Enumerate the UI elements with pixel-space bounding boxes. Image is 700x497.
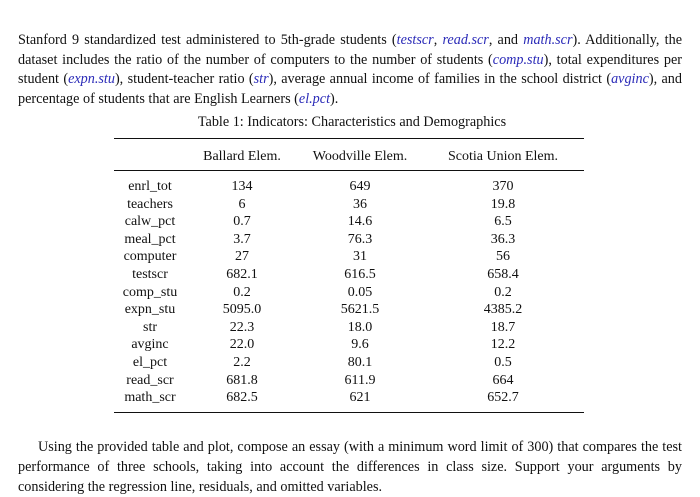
intro-text-4: ). Additionally, the dataset includes the ratio of the number of computers to the number of students ( [18, 32, 682, 68]
table-row [114, 248, 584, 266]
row-label: avginc [131, 337, 169, 353]
row-label: calw_pct [124, 214, 176, 230]
table-row [114, 266, 584, 284]
cell-scotia: 56 [496, 249, 510, 265]
intro-text-6: ), student-teacher ratio ( [114, 71, 254, 88]
header-woodville: Woodville Elem. [298, 139, 422, 171]
cell-woodville: 649 [349, 179, 371, 194]
intro-text-2: , [433, 32, 443, 49]
cell-scotia: 19.8 [490, 196, 516, 212]
cell-woodville: 76.3 [347, 231, 373, 247]
indicators-table-container [114, 138, 584, 413]
cell-ballard: 0.2 [233, 284, 251, 300]
intro-paragraph [18, 31, 682, 109]
table-row [114, 284, 584, 302]
table-row [114, 213, 584, 231]
cell-scotia: 6.5 [494, 214, 512, 230]
cell-woodville: 36 [353, 196, 367, 212]
cell-ballard: 27 [235, 249, 249, 265]
cell-scotia: 664 [492, 372, 514, 388]
table-row [114, 372, 584, 390]
table-body [114, 171, 584, 413]
indicators-table [114, 138, 584, 413]
row-label: expn_stu [124, 302, 176, 318]
table-row [114, 301, 584, 319]
row-label: el_pct [132, 354, 168, 370]
row-label: testscr [132, 266, 168, 282]
table-row [114, 336, 584, 354]
cell-scotia: 18.7 [490, 319, 516, 335]
cell-ballard: 134 [231, 179, 253, 194]
cell-scotia: 4385.2 [483, 302, 523, 318]
cell-ballard: 6 [238, 196, 246, 212]
cell-woodville: 31 [353, 249, 367, 265]
var-math-scr: math.scr [523, 32, 573, 49]
var-read-scr: read.scr [442, 32, 489, 49]
cell-woodville: 611.9 [344, 372, 376, 388]
cell-scotia: 36.3 [490, 231, 516, 247]
cell-woodville: 616.5 [344, 266, 376, 282]
cell-ballard: 682.1 [226, 266, 258, 282]
row-label: enrl_tot [128, 179, 172, 194]
table-header [114, 139, 584, 171]
cell-woodville: 80.1 [347, 354, 373, 370]
var-comp-stu: comp.stu [492, 51, 544, 68]
row-label: comp_stu [122, 284, 178, 300]
cell-scotia: 0.5 [494, 354, 512, 370]
var-str: str [253, 71, 269, 88]
cell-ballard: 5095.0 [222, 302, 262, 318]
cell-woodville: 5621.5 [340, 302, 380, 318]
row-label: teachers [127, 196, 173, 212]
header-row [114, 139, 584, 171]
intro-text-1: Stanford 9 standardized test administered to 5th-grade students ( [18, 32, 397, 49]
table-row [114, 319, 584, 337]
intro-text-3: , and [488, 32, 524, 49]
cell-woodville: 621 [349, 390, 371, 406]
header-cell-blank [114, 139, 186, 171]
cell-scotia: 652.7 [487, 390, 519, 406]
cell-ballard: 22.0 [229, 337, 255, 353]
intro-text-5: ), total expenditures per student ( [18, 51, 682, 88]
var-testscr: testscr [396, 32, 434, 49]
cell-scotia: 370 [492, 179, 514, 194]
table-row [114, 354, 584, 372]
cell-ballard: 2.2 [233, 354, 251, 370]
table-row [114, 389, 584, 412]
cell-ballard: 682.5 [226, 390, 258, 406]
header-scotia-union: Scotia Union Elem. [422, 139, 584, 171]
cell-scotia: 658.4 [487, 266, 519, 282]
intro-text-9: ). [330, 90, 339, 107]
row-label: meal_pct [124, 231, 176, 247]
header-ballard: Ballard Elem. [186, 139, 298, 171]
cell-ballard: 22.3 [229, 319, 255, 335]
table-row [114, 171, 584, 196]
cell-ballard: 0.7 [233, 214, 251, 230]
intro-text-8: ), and percentage of students that are English Learners ( [18, 71, 682, 107]
table-row [114, 231, 584, 249]
row-label: math_scr [124, 390, 176, 406]
cell-woodville: 18.0 [347, 319, 373, 335]
cell-woodville: 0.05 [347, 284, 373, 300]
row-label: str [143, 319, 157, 335]
table-caption: Table 1: Indicators: Characteristics and Demographics [197, 114, 507, 130]
cell-woodville: 14.6 [347, 214, 373, 230]
cell-scotia: 0.2 [494, 284, 512, 300]
var-el-pct: el.pct [298, 90, 331, 107]
cell-woodville: 9.6 [351, 337, 369, 353]
cell-ballard: 681.8 [226, 372, 258, 388]
var-expn-stu: expn.stu [68, 71, 115, 88]
intro-text-7: ), average annual income of families in the school district ( [268, 71, 612, 88]
var-avginc: avginc [611, 71, 649, 88]
row-label: computer [123, 249, 177, 265]
cell-ballard: 3.7 [233, 231, 251, 247]
cell-scotia: 12.2 [490, 337, 516, 353]
table-row [114, 196, 584, 214]
row-label: read_scr [126, 372, 174, 388]
essay-instructions: Using the provided table and plot, compose an essay (with a minimum word limit of 300) that compares the test performance of three schools, taking into account the differences in class size. Support your arguments by considering the regression line, residuals, and omitted variables. [18, 439, 682, 496]
